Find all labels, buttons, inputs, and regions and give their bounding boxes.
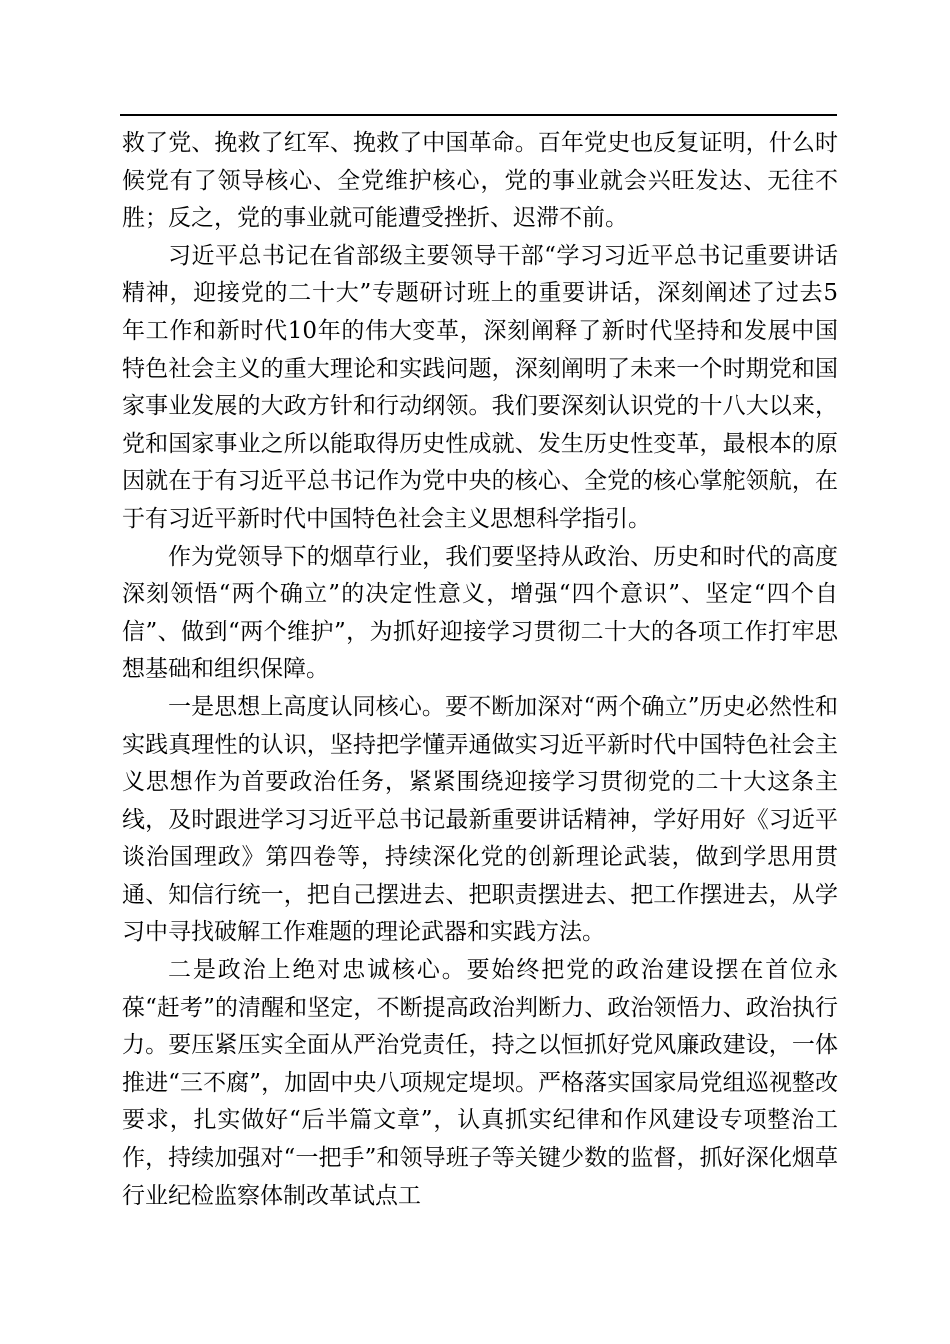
paragraph-point-two: 二是政治上绝对忠诚核心。要始终把党的政治建设摆在首位永葆“赶考”的清醒和坚定，不断提高政治判断力、政治领悟力、政治执行力。要压紧压实全面从严治党责任，持之以恒抓好党风廉政建设，一体推进“三不腐”，加固中央八项规定堤坝。严格落实国家局党组巡视整改要求，扎实做好“后半篇文章”，认真抓实纪律和作风建设专项整治工作，持续加强对“一把手”和领导班子等关键少数的监督，抓好深化烟草行业纪检监察体制改革试点工 [122, 957, 838, 1209]
paragraph-tobacco-industry: 作为党领导下的烟草行业，我们要坚持从政治、历史和时代的高度深刻领悟“两个确立”的决定性意义，增强“四个意识”、坚定“四个自信”、做到“两个维护”，为抓好迎接学习贯彻二十大的各项工作打牢思想基础和组织保障。 [122, 543, 838, 683]
document-body [122, 125, 838, 1215]
paragraph-speech: 习近平总书记在省部级主要领导干部“学习习近平总书记重要讲话精神，迎接党的二十大”专题研讨班上的重要讲话，深刻阐述了过去5年工作和新时代10年的伟大变革，深刻阐释了新时代坚持和发展中国特色社会主义的重大理论和实践问题，深刻阐明了未来一个时期党和国家事业发展的大政方针和行动纲领。我们要深刻认识党的十八大以来，党和国家事业之所以能取得历史性成就、发生历史性变革，最根本的原因就在于有习近平总书记作为党中央的核心、全党的核心掌舵领航，在于有习近平新时代中国特色社会主义思想科学指引。 [122, 242, 838, 532]
paragraph-continuation: 救了党、挽救了红军、挽救了中国革命。百年党史也反复证明，什么时候党有了领导核心、全党维护核心，党的事业就会兴旺发达、无往不胜；反之，党的事业就可能遭受挫折、迟滞不前。 [122, 130, 838, 232]
paragraph-point-one: 一是思想上高度认同核心。要不断加深对“两个确立”历史必然性和实践真理性的认识，坚持把学懂弄通做实习近平新时代中国特色社会主义思想作为首要政治任务，紧紧围绕迎接学习贯彻党的二十大这条主线，及时跟进学习习近平总书记最新重要讲话精神，学好用好《习近平谈治国理政》第四卷等，持续深化党的创新理论武装，做到学思用贯通、知信行统一，把自己摆进去、把职责摆进去、把工作摆进去，从学习中寻找破解工作难题的理论武器和实践方法。 [122, 693, 838, 946]
header-rule [120, 114, 837, 116]
